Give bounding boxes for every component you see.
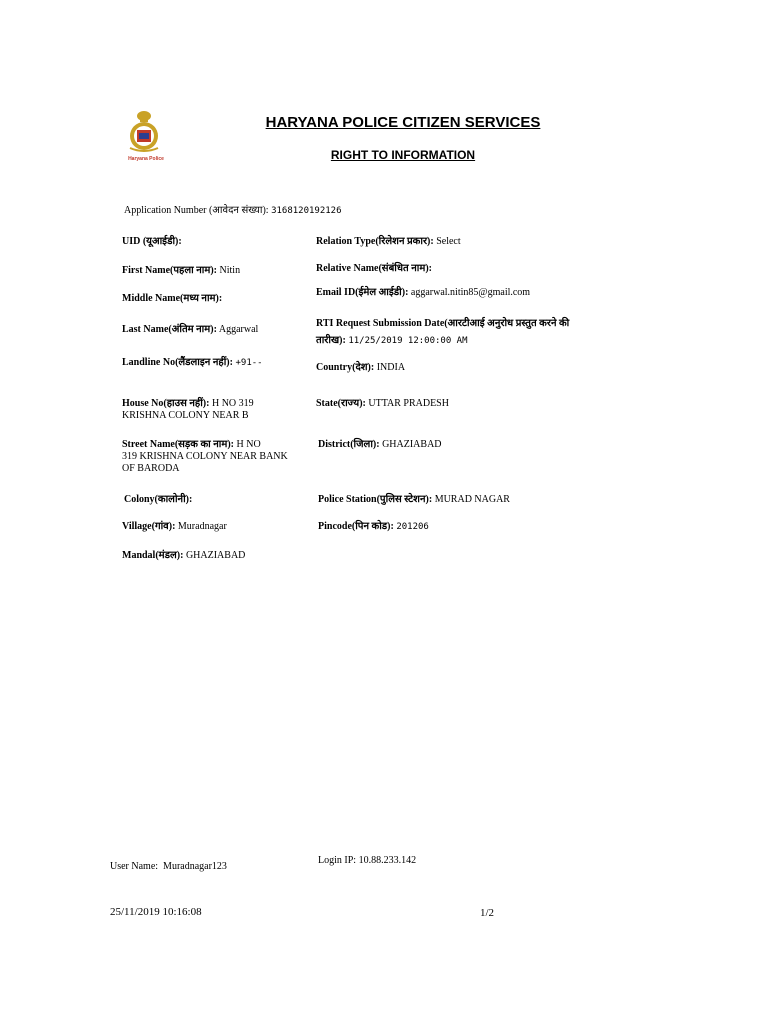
street-name-field bbox=[122, 439, 288, 475]
house-no-value-line2: KRISHNA COLONY NEAR B bbox=[122, 410, 249, 421]
first-name-field bbox=[122, 265, 240, 277]
village-label: Village(गांव): bbox=[122, 521, 176, 532]
page-subtitle: RIGHT TO INFORMATION bbox=[330, 148, 476, 162]
mandal-value: GHAZIABAD bbox=[185, 550, 246, 561]
uid-label: UID (यूआईडी): bbox=[122, 236, 182, 247]
email-id-label: Email ID(ईमेल आईडी): bbox=[316, 287, 409, 298]
last-name-label: Last Name(अंतिम नाम): bbox=[122, 324, 217, 335]
street-name-label: Street Name(सड़क का नाम): bbox=[122, 439, 235, 450]
police-station-value: MURAD NAGAR bbox=[434, 494, 510, 505]
state-field bbox=[316, 398, 449, 410]
logo-text: Haryana Police bbox=[128, 156, 164, 162]
uid-field bbox=[122, 236, 182, 248]
street-name-value-line1: H NO bbox=[236, 439, 261, 450]
colony-field bbox=[124, 494, 192, 506]
login-ip-value: 10.88.233.142 bbox=[358, 855, 417, 866]
user-name-value: Muradnagar123 bbox=[163, 861, 227, 872]
street-name-value-line2: 319 KRISHNA COLONY NEAR BANK bbox=[122, 451, 288, 462]
relative-name-label: Relative Name(संबंधित नाम): bbox=[316, 263, 432, 274]
application-number-label: Application Number (आवेदन संख्या): bbox=[124, 205, 269, 216]
page-number: 1/2 bbox=[480, 907, 495, 919]
user-name-row bbox=[110, 861, 227, 872]
landline-field bbox=[122, 357, 263, 369]
landline-label: Landline No(लैंडलाइन नहीं): bbox=[122, 357, 233, 368]
house-no-field bbox=[122, 398, 254, 422]
landline-value: +91-- bbox=[235, 358, 263, 368]
email-id-field bbox=[316, 287, 530, 299]
relation-type-field bbox=[316, 236, 461, 248]
relative-name-field bbox=[316, 263, 432, 275]
rti-date-value: 11/25/2019 12:00:00 AM bbox=[348, 336, 468, 346]
login-ip-label: Login IP: bbox=[318, 855, 357, 866]
country-value: INDIA bbox=[376, 362, 406, 373]
first-name-label: First Name(पहला नाम): bbox=[122, 265, 218, 276]
user-name-label: User Name: bbox=[110, 861, 159, 872]
district-value: GHAZIABAD bbox=[382, 439, 442, 450]
pincode-value: 201206 bbox=[396, 522, 429, 532]
email-id-value: aggarwal.nitin85@gmail.com bbox=[410, 287, 531, 298]
print-timestamp: 25/11/2019 10:16:08 bbox=[110, 906, 202, 918]
mandal-label: Mandal(मंडल): bbox=[122, 550, 184, 561]
pincode-field bbox=[318, 521, 429, 533]
first-name-value: Nitin bbox=[219, 265, 241, 276]
colony-label: Colony(कालोनी): bbox=[124, 494, 193, 505]
relation-type-value: Select bbox=[436, 236, 461, 247]
middle-name-field bbox=[122, 293, 222, 305]
state-value: UTTAR PRADESH bbox=[368, 398, 449, 409]
page-title: HARYANA POLICE CITIZEN SERVICES bbox=[265, 114, 541, 131]
relation-type-label: Relation Type(रिलेशन प्रकार): bbox=[316, 236, 434, 247]
application-number-value: 3168120192126 bbox=[271, 206, 342, 216]
village-value: Muradnagar bbox=[177, 521, 227, 532]
mandal-field bbox=[122, 550, 245, 562]
country-field bbox=[316, 362, 405, 374]
application-number-row bbox=[124, 205, 342, 217]
rti-date-field bbox=[316, 315, 569, 350]
village-field bbox=[122, 521, 227, 533]
police-station-label: Police Station(पुलिस स्टेशन): bbox=[318, 494, 433, 505]
house-no-label: House No(हाउस नहीं): bbox=[122, 398, 210, 409]
district-label: District(जिला): bbox=[318, 439, 380, 450]
street-name-value-line3: OF BARODA bbox=[122, 463, 180, 474]
state-label: State(राज्य): bbox=[316, 398, 366, 409]
last-name-value: Aggarwal bbox=[218, 324, 259, 335]
rti-date-label-line1: RTI Request Submission Date(आरटीआई अनुरोध प्रस्तुत करने की bbox=[316, 318, 570, 329]
district-field bbox=[318, 439, 442, 451]
login-ip-row bbox=[318, 855, 416, 866]
last-name-field bbox=[122, 324, 258, 336]
rti-date-label-line2: तारीख): bbox=[316, 335, 346, 346]
police-station-field bbox=[318, 494, 510, 506]
middle-name-label: Middle Name(मध्य नाम): bbox=[122, 293, 223, 304]
pincode-label: Pincode(पिन कोड): bbox=[318, 521, 394, 532]
house-no-value-line1: H NO 319 bbox=[211, 398, 254, 409]
country-label: Country(देश): bbox=[316, 362, 375, 373]
